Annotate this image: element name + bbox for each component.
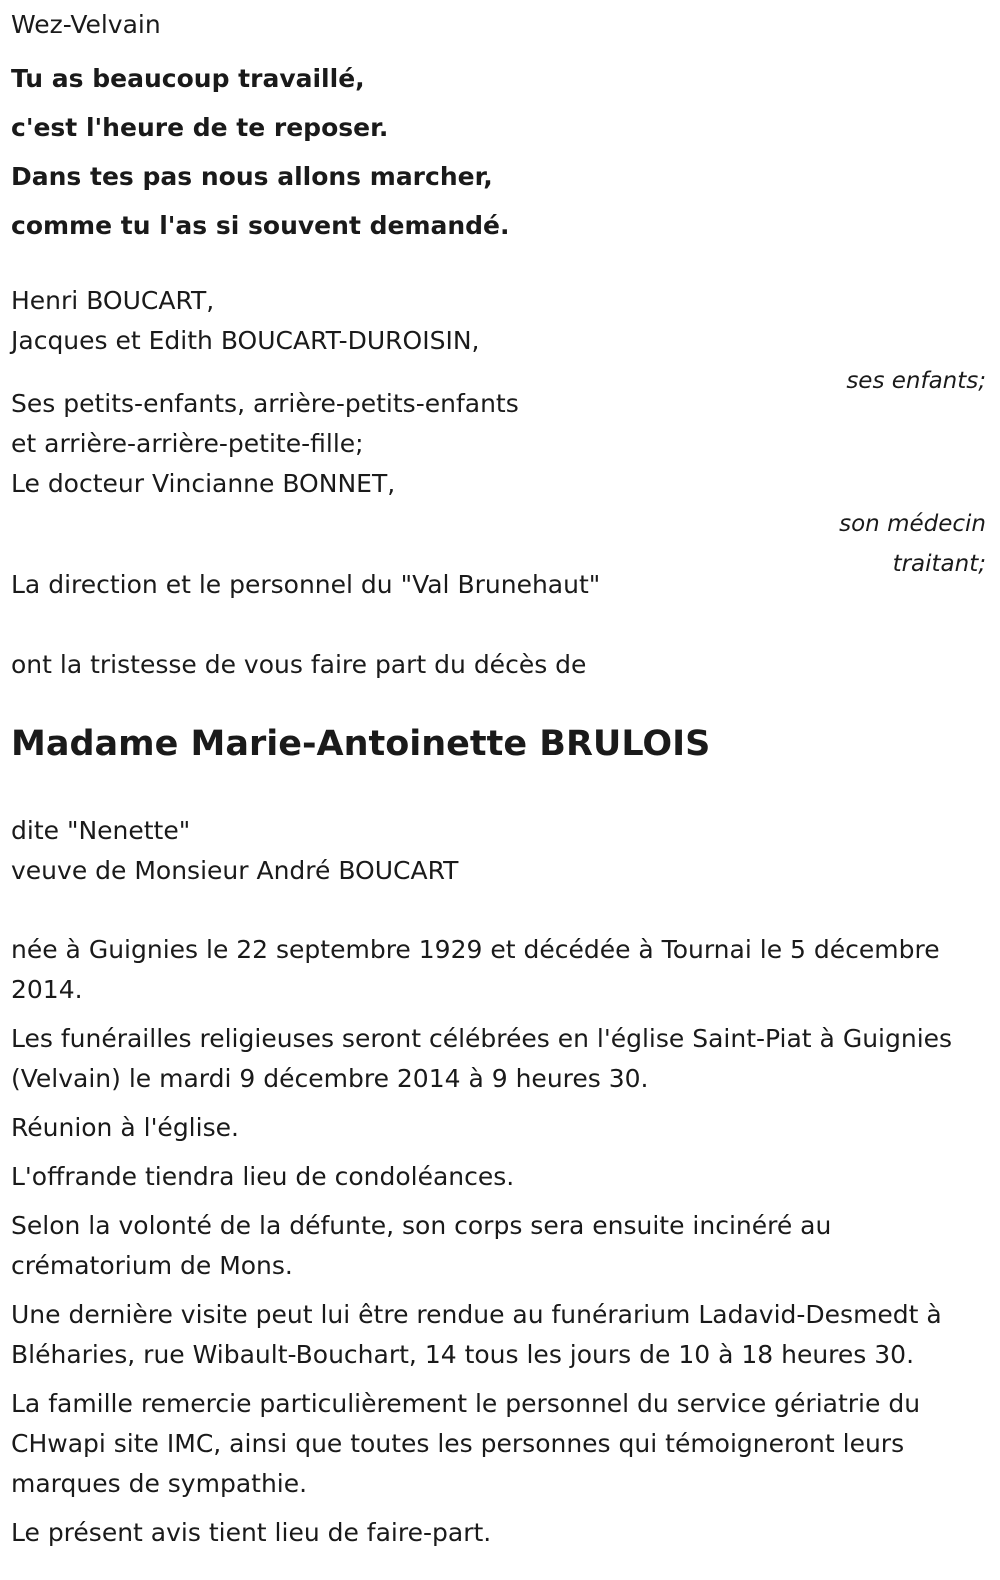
deceased-name: Madame Marie-Antoinette BRULOIS: [11, 724, 711, 764]
detail-paragraph: La famille remercie particulièrement le personnel du service gériatrie du CHwapi site IMC, ainsi que toutes les personnes qui témoigneront leurs marques de sympathie.: [11, 1389, 921, 1498]
detail-paragraph: Une dernière visite peut lui être rendue au funérarium Ladavid-Desmedt à Bléharies, rue Wibault-Bouchart, 14 tous les jours de 10 à 18 heures 30.: [11, 1300, 942, 1369]
family-member: Jacques et Edith BOUCART-DUROISIN,: [11, 326, 480, 355]
widow-of: veuve de Monsieur André BOUCART: [11, 856, 459, 885]
family-list-2: [11, 384, 986, 584]
detail-paragraph: Selon la volonté de la défunte, son corps sera ensuite incinéré au crématorium de Mons.: [11, 1211, 832, 1280]
poem-line: Tu as beaucoup travaillé,: [11, 64, 365, 93]
detail-paragraph: Les funérailles religieuses seront célébrées en l'église Saint-Piat à Guignies (Velvain) le mardi 9 décembre 2014 à 9 heures 30.: [11, 1024, 953, 1093]
details: [11, 930, 986, 1553]
nickname: dite "Nenette": [11, 816, 191, 845]
family-role: ses enfants;: [846, 368, 986, 394]
poem-line: comme tu l'as si souvent demandé.: [11, 211, 510, 240]
deceased-info: [11, 811, 458, 891]
family-member: Henri BOUCART,: [11, 286, 215, 315]
location: Wez-Velvain: [11, 10, 161, 39]
family-member: Le docteur Vincianne BONNET,: [11, 469, 396, 498]
poem-line: c'est l'heure de te reposer.: [11, 113, 389, 142]
family-member: et arrière-arrière-petite-fille;: [11, 429, 364, 458]
family-member: Ses petits-enfants, arrière-petits-enfants: [11, 389, 519, 418]
detail-paragraph: Réunion à l'église.: [11, 1113, 239, 1142]
detail-paragraph: Le présent avis tient lieu de faire-part.: [11, 1518, 492, 1547]
detail-paragraph: née à Guignies le 22 septembre 1929 et décédée à Tournai le 5 décembre 2014.: [11, 935, 940, 1004]
family-role: traitant;: [892, 551, 986, 577]
poem-line: Dans tes pas nous allons marcher,: [11, 162, 493, 191]
detail-paragraph: L'offrande tiendra lieu de condoléances.: [11, 1162, 515, 1191]
poem: [11, 54, 510, 250]
family-member: La direction et le personnel du "Val Brunehaut": [11, 570, 601, 599]
family-list: [11, 281, 986, 401]
family-role: son médecin: [839, 511, 986, 537]
announcement: ont la tristesse de vous faire part du décès de: [11, 650, 587, 679]
